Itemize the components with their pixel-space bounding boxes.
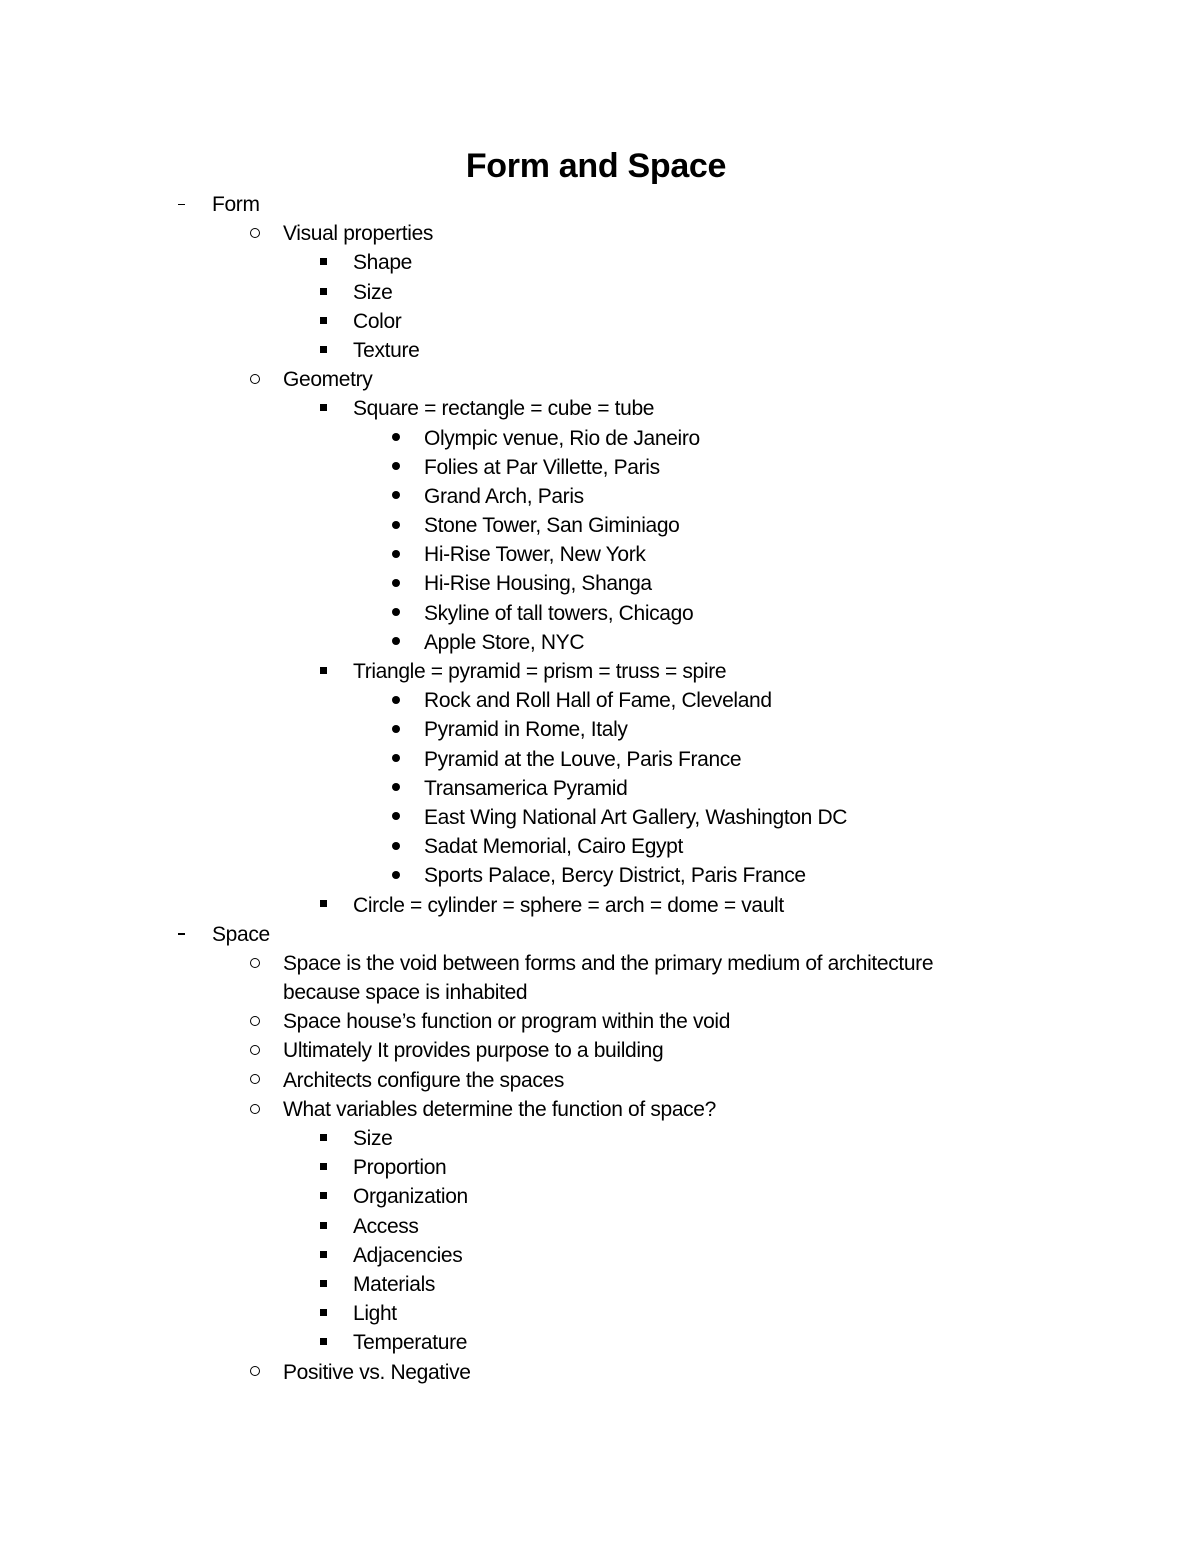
- outline-item-level-2: [0, 365, 1200, 394]
- outline-item-text: Geometry: [283, 368, 373, 392]
- outline-item-text: Sadat Memorial, Cairo Egypt: [424, 835, 683, 859]
- round-bullet-icon: [389, 628, 403, 657]
- outline-item-level-2: [0, 1036, 1200, 1065]
- round-bullet-icon: [389, 540, 403, 569]
- outline-item-level-4: [0, 540, 1200, 569]
- outline-item-level-3: [0, 1212, 1200, 1241]
- outline-item-level-4: [0, 628, 1200, 657]
- hollow-circle-bullet-icon: [246, 949, 264, 978]
- outline-item-level-2: [0, 1095, 1200, 1124]
- outline-item-text: Olympic venue, Rio de Janeiro: [424, 426, 700, 450]
- outline-item-level-3: [0, 1328, 1200, 1357]
- outline-item-level-3: [0, 278, 1200, 307]
- outline-item-level-4: [0, 686, 1200, 715]
- outline-item-text: Rock and Roll Hall of Fame, Cleveland: [424, 689, 772, 713]
- outline-item-level-3: [0, 1299, 1200, 1328]
- outline-item-text: Folies at Par Villette, Paris: [424, 455, 660, 479]
- outline-item-text: Texture: [353, 338, 420, 362]
- square-bullet-icon: [317, 891, 329, 920]
- outline-item-text: Architects configure the spaces: [283, 1068, 564, 1092]
- outline-item-level-3: [0, 394, 1200, 423]
- outline-item-level-4: [0, 861, 1200, 890]
- outline-item-level-3: [0, 1270, 1200, 1299]
- outline-item-text: Pyramid in Rome, Italy: [424, 718, 628, 742]
- outline-item-continuation-text: because space is inhabited: [283, 981, 528, 1005]
- outline-item-level-4: [0, 599, 1200, 628]
- outline-item-text: Temperature: [353, 1331, 468, 1355]
- outline-item-text: Sports Palace, Bercy District, Paris France: [424, 864, 806, 888]
- outline-item-text: Square = rectangle = cube = tube: [353, 397, 655, 421]
- square-bullet-icon: [317, 278, 329, 307]
- outline-item-text: Adjacencies: [353, 1243, 463, 1267]
- square-bullet-icon: [317, 248, 329, 277]
- outline-item-level-2: [0, 1007, 1200, 1036]
- outline-item-level-1: [0, 920, 1200, 949]
- document-title: Form and Space: [465, 147, 727, 185]
- outline-item-level-4: [0, 424, 1200, 453]
- outline-list: [0, 190, 1200, 1387]
- outline-item-text: Stone Tower, San Giminiago: [424, 514, 680, 538]
- round-bullet-icon: [389, 599, 403, 628]
- outline-item-level-3: [0, 891, 1200, 920]
- square-bullet-icon: [317, 1182, 329, 1211]
- outline-item-level-3: [0, 248, 1200, 277]
- outline-item-text: Space is the void between forms and the primary medium of architecture: [283, 951, 934, 975]
- round-bullet-icon: [389, 715, 403, 744]
- outline-item-level-4: [0, 569, 1200, 598]
- outline-item-level-3: [0, 1153, 1200, 1182]
- round-bullet-icon: [389, 803, 403, 832]
- outline-item-text: Transamerica Pyramid: [424, 776, 628, 800]
- outline-item-text: Access: [353, 1214, 419, 1238]
- outline-item-level-2: [0, 949, 1200, 978]
- outline-item-level-2: [0, 1066, 1200, 1095]
- outline-item-level-4: [0, 803, 1200, 832]
- outline-item-text: Positive vs. Negative: [283, 1360, 471, 1384]
- outline-item-text: Apple Store, NYC: [424, 630, 585, 654]
- round-bullet-icon: [389, 774, 403, 803]
- square-bullet-icon: [317, 1328, 329, 1357]
- hollow-circle-bullet-icon: [246, 219, 264, 248]
- outline-item-level-2: [0, 1358, 1200, 1387]
- outline-item-level-4: [0, 745, 1200, 774]
- dash-bullet-icon: [176, 190, 186, 219]
- outline-item-level-4: [0, 511, 1200, 540]
- outline-item-text: Materials: [353, 1272, 436, 1296]
- hollow-circle-bullet-icon: [246, 365, 264, 394]
- round-bullet-icon: [389, 745, 403, 774]
- outline-item-text: Space: [212, 922, 270, 946]
- round-bullet-icon: [389, 424, 403, 453]
- outline-item-level-3: [0, 657, 1200, 686]
- outline-item-level-4: [0, 453, 1200, 482]
- square-bullet-icon: [317, 1299, 329, 1328]
- outline-item-text: Visual properties: [283, 222, 434, 246]
- outline-item-text: Organization: [353, 1185, 468, 1209]
- round-bullet-icon: [389, 686, 403, 715]
- outline-item-level-4: [0, 832, 1200, 861]
- round-bullet-icon: [389, 569, 403, 598]
- outline-item-level-3: [0, 1124, 1200, 1153]
- outline-item-level-3: [0, 1241, 1200, 1270]
- square-bullet-icon: [317, 394, 329, 423]
- outline-item-text: Space house’s function or program within the void: [283, 1010, 731, 1034]
- square-bullet-icon: [317, 657, 329, 686]
- hollow-circle-bullet-icon: [246, 1066, 264, 1095]
- hollow-circle-bullet-icon: [246, 1007, 264, 1036]
- square-bullet-icon: [317, 1270, 329, 1299]
- outline-item-text: Hi-Rise Tower, New York: [424, 543, 646, 567]
- outline-item-text: Grand Arch, Paris: [424, 484, 584, 508]
- outline-item-level-4: [0, 715, 1200, 744]
- square-bullet-icon: [317, 1212, 329, 1241]
- hollow-circle-bullet-icon: [246, 1036, 264, 1065]
- outline-item-text: Circle = cylinder = sphere = arch = dome = vault: [353, 893, 784, 917]
- square-bullet-icon: [317, 336, 329, 365]
- outline-item-level-4: [0, 482, 1200, 511]
- outline-item-text: Shape: [353, 251, 412, 275]
- round-bullet-icon: [389, 511, 403, 540]
- square-bullet-icon: [317, 1124, 329, 1153]
- outline-item-continuation: [0, 978, 1200, 1007]
- outline-item-level-3: [0, 307, 1200, 336]
- outline-item-text: Skyline of tall towers, Chicago: [424, 601, 694, 625]
- outline-item-text: Color: [353, 309, 402, 333]
- outline-item-text: Light: [353, 1302, 397, 1326]
- square-bullet-icon: [317, 1241, 329, 1270]
- outline-item-text: Proportion: [353, 1156, 447, 1180]
- square-bullet-icon: [317, 307, 329, 336]
- round-bullet-icon: [389, 482, 403, 511]
- outline-item-text: Triangle = pyramid = prism = truss = spire: [353, 660, 727, 683]
- outline-item-text: East Wing National Art Gallery, Washington DC: [424, 805, 848, 829]
- outline-item-text: Hi-Rise Housing, Shanga: [424, 572, 652, 596]
- hollow-circle-bullet-icon: [246, 1095, 264, 1124]
- outline-item-level-2: [0, 219, 1200, 248]
- dash-bullet-icon: [176, 920, 186, 949]
- round-bullet-icon: [389, 453, 403, 482]
- outline-item-text: Ultimately It provides purpose to a building: [283, 1039, 664, 1063]
- square-bullet-icon: [317, 1153, 329, 1182]
- outline-item-text: Pyramid at the Louve, Paris France: [424, 747, 742, 771]
- hollow-circle-bullet-icon: [246, 1358, 264, 1387]
- round-bullet-icon: [389, 861, 403, 890]
- outline-item-text: What variables determine the function of space?: [283, 1097, 716, 1121]
- outline-item-level-3: [0, 336, 1200, 365]
- outline-item-level-3: [0, 1182, 1200, 1211]
- outline-item-text: Form: [212, 193, 260, 216]
- outline-item-level-4: [0, 774, 1200, 803]
- outline-item-text: Size: [353, 1127, 393, 1150]
- round-bullet-icon: [389, 832, 403, 861]
- outline-item-text: Size: [353, 280, 393, 304]
- outline-item-level-1: [0, 190, 1200, 219]
